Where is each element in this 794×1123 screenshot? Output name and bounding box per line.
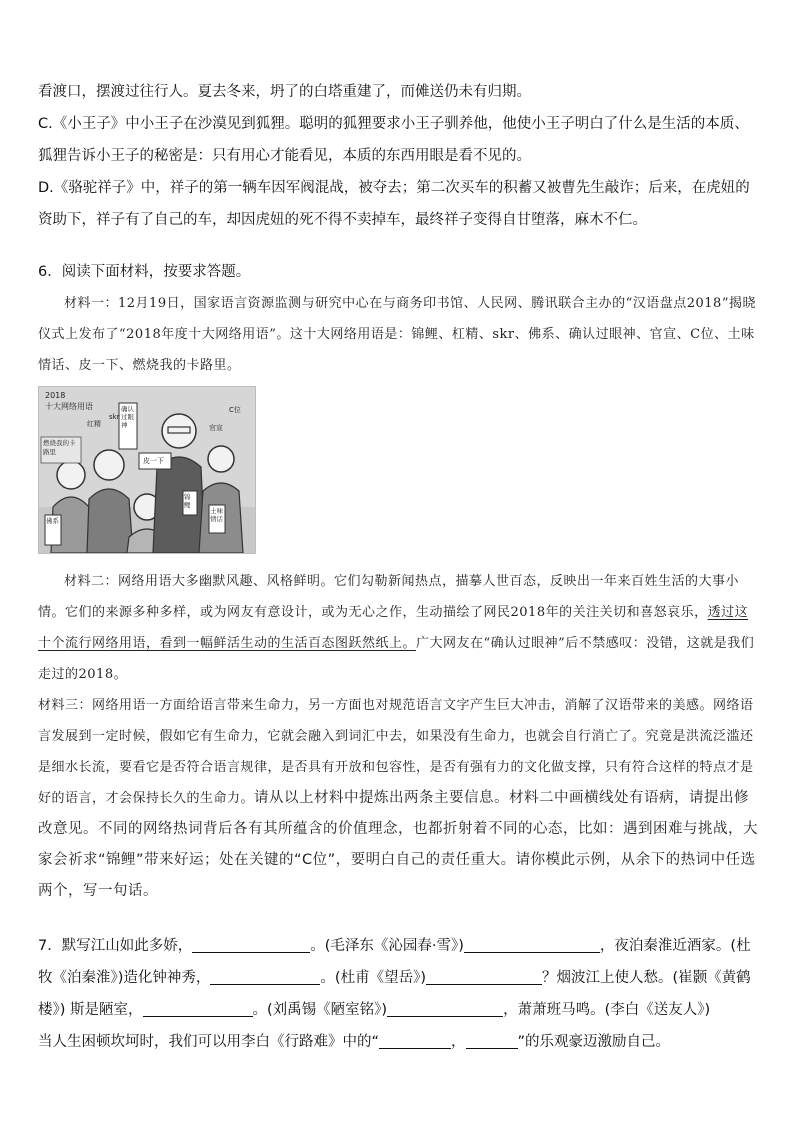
answer-blank-8[interactable] xyxy=(466,1030,518,1049)
question-6-tasks: 请从以上材料中提炼出两条主要信息。材料二中画横线处有语病，请提出修改意见。不同的网络热词背后各有其所蕴含的价值理念，也都折射着不同的心态，比如：遇到困难与挑战，大家会祈求“锦鲤”带来好运；处在关键的“C位”，要明白自己的责任重大。请你模此示例，从余下的热词中任选两个，写一句话。 xyxy=(38,790,758,899)
illus-label-foxi: 佛系 xyxy=(46,517,59,525)
answer-blank-2[interactable] xyxy=(464,934,600,953)
illus-title-year: 2018 xyxy=(45,391,66,400)
q7-text-5: ？烟波江上使人愁。(崔颢《黄鹤楼》) 斯是陋室， xyxy=(38,970,751,1018)
illus-label-pi: 皮一下 xyxy=(143,457,164,465)
q7-text-10: ”的乐观豪迈激励自己。 xyxy=(517,1034,671,1050)
illus-label-gangjing: 红精 xyxy=(87,420,101,428)
q7-text-9: ， xyxy=(451,1034,466,1050)
answer-blank-1[interactable] xyxy=(192,934,310,953)
illus-label-confirm: 确认过眼神 xyxy=(121,405,134,429)
answer-blank-4[interactable] xyxy=(426,966,542,985)
illus-label-skr: skr xyxy=(109,413,120,421)
option-b-tail: 看渡口，摆渡过往行人。夏去冬来，坍了的白塔重建了，而傩送仍未有归期。 xyxy=(38,84,531,100)
q7-text-4: 。(杜甫《望岳》) xyxy=(320,970,426,986)
q7-text-8: 当人生困顿坎坷时，我们可以用李白《行路难》中的“ xyxy=(38,1034,380,1050)
material-1: 材料一：12月19日，国家语言资源监测与研究中心在与商务印书馆、人民网、腾讯联合主办的“汉语盘点2018”揭晓仪式上发布了“2018年度十大网络用语”。这十大网络用语是：锦鲤、杠精、skr、佛系、确认过眼神、官宣、C位、土味情话、皮一下、燃烧我的卡路里。 xyxy=(38,296,756,373)
answer-blank-5[interactable] xyxy=(143,998,253,1017)
answer-blank-6[interactable] xyxy=(387,998,503,1017)
option-d: D.《骆驼祥子》中，祥子的第一辆车因军阀混战，被夺去；第二次买车的积蓄又被曹先生敲诈；后来，在虎妞的资助下，祥子有了自己的车，却因虎妞的死不得不卖掉车，最终祥子变得自甘堕落，麻木不仁。 xyxy=(38,180,750,228)
question-7 xyxy=(38,930,758,1058)
illus-label-kaluli: 燃烧我的卡路里 xyxy=(43,439,76,456)
illus-label-jinli: 锦鲤 xyxy=(184,493,191,509)
q7-text-2: 。(毛泽东《沁园春·雪》) xyxy=(310,938,464,954)
net-slang-illustration xyxy=(38,386,256,554)
answer-blank-7[interactable] xyxy=(379,1030,451,1049)
q7-text-1: 7．默写江山如此多娇， xyxy=(38,938,193,954)
answer-blank-3[interactable] xyxy=(210,966,320,985)
illus-label-tuwei: 土味情话 xyxy=(210,507,223,523)
material-2-underlined-sentence: 透过这十个流行网络用语，看到一幅鲜活生动的生活百态图跃然纸上。 xyxy=(38,605,749,651)
illus-label-guanxuan: 官宣 xyxy=(209,424,223,432)
material-2-text-b: 广大网友在“确认过眼神”后不禁感叹：没错，这就是我们走过的2018。 xyxy=(38,636,755,682)
option-c: C.《小王子》中小王子在沙漠见到狐狸。聪明的狐狸要求小王子驯养他，他使小王子明白了什么是生活的本质、狐狸告诉小王子的秘密是：只有用心才能看见，本质的东西用眼是看不见的。 xyxy=(38,116,749,164)
illus-label-cwei: C位 xyxy=(229,406,241,414)
q7-text-7: ，萧萧班马鸣。(李白《送友人》) xyxy=(503,1002,711,1018)
material-3-text: 材料三：网络用语一方面给语言带来生命力，另一方面也对规范语言文字产生巨大冲击，消解了汉语带来的美感。网络语言发展到一定时候，假如它有生命力，它就会融入到词汇中去，如果没有生命力，也就会自行消亡了。究竟是洪流泛滥还是细水长流，要看它是否符合语言规律，是否具有开放和包容性，是否有强有力的文化做支撑，只有符合这样的特点才是好的语言，才会保持长久的生命力。 xyxy=(38,698,754,806)
material-2-text-a: 材料二：网络用语大多幽默风趣、风格鲜明。它们勾勒新闻热点，描摹人世百态，反映出一年来百姓生活的大事小情。它们的来源多种多样，或为网友有意设计，或为无心之作，生动描绘了网民2018年的关注关切和喜怒哀乐， xyxy=(38,574,740,620)
illus-title: 十大网络用语 xyxy=(45,402,93,411)
q7-text-3: ，夜泊秦淮近酒家。(杜牧《泊秦淮》)造化钟神秀， xyxy=(38,938,751,986)
material-2 xyxy=(38,566,758,690)
q7-text-6: 。(刘禹锡《陋室铭》) xyxy=(252,1002,388,1018)
material-3 xyxy=(38,690,758,907)
question-6-prompt: 6．阅读下面材料，按要求答题。 xyxy=(38,264,251,280)
